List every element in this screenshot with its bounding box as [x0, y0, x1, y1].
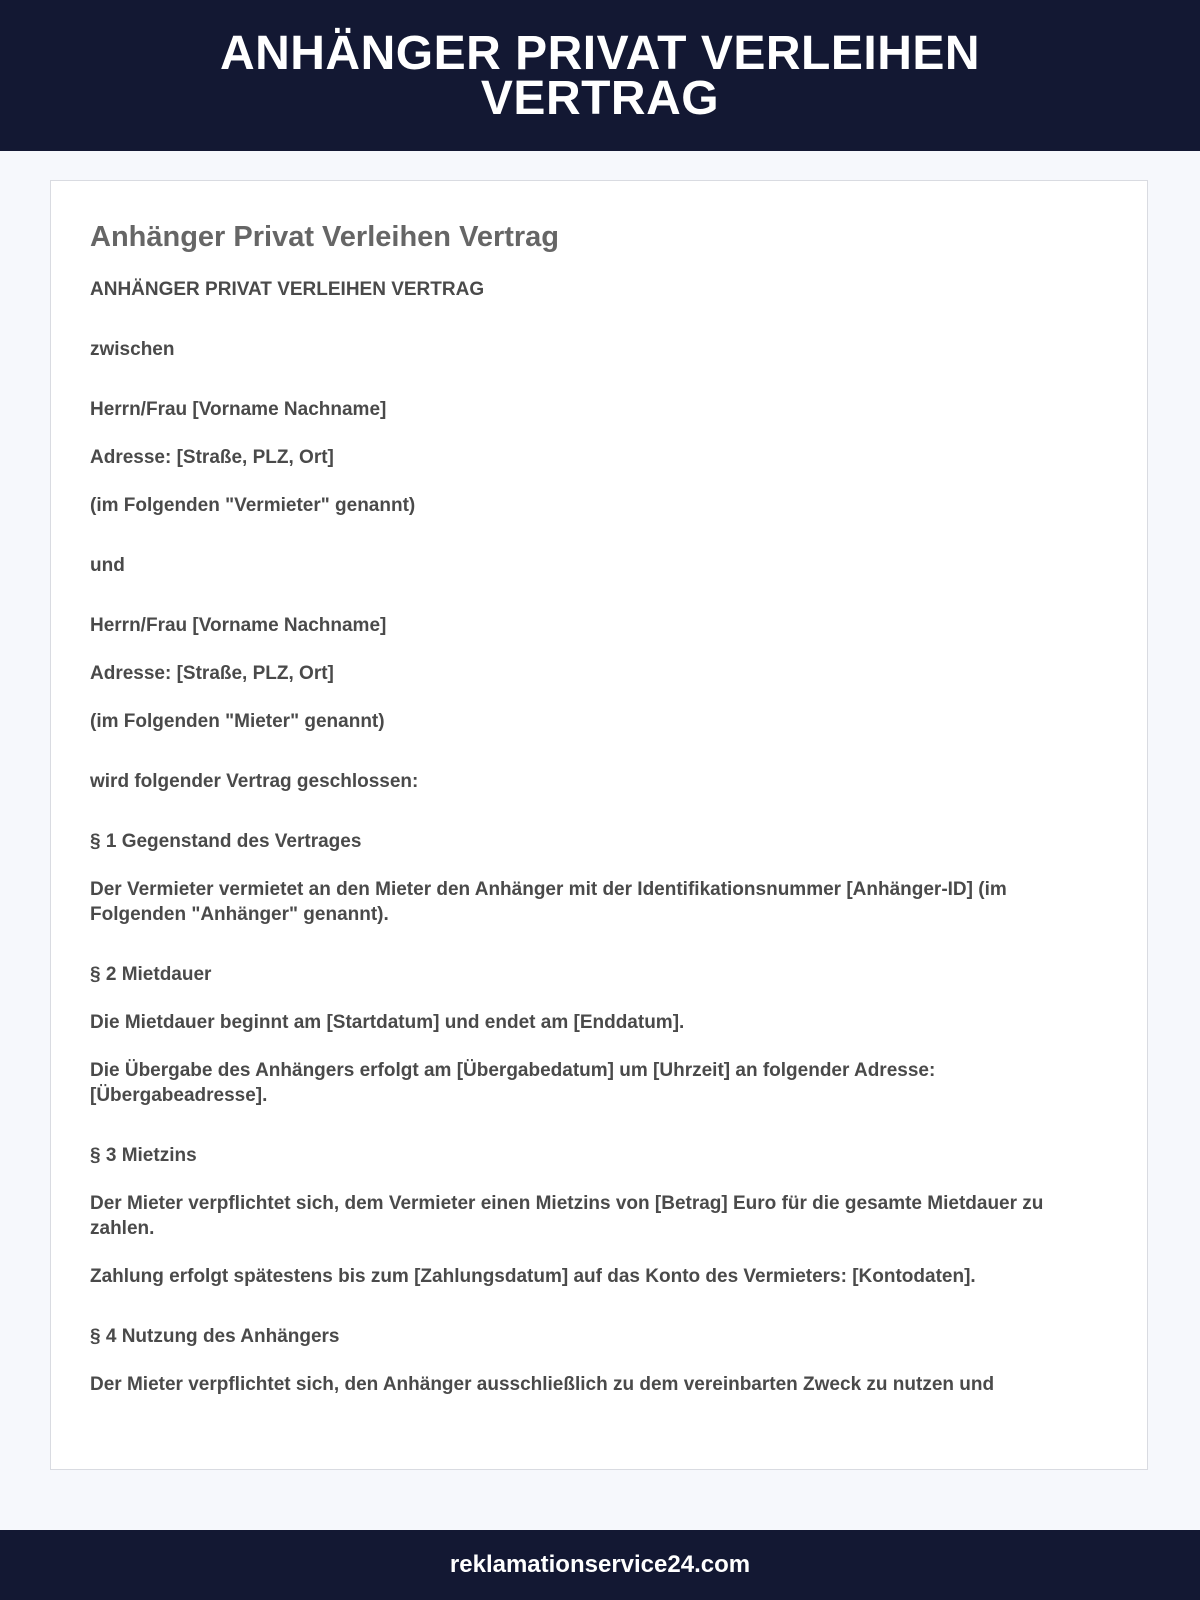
document-body: [90, 277, 1090, 1397]
between-label: zwischen: [90, 339, 175, 360]
section-1-heading: § 1 Gegenstand des Vertrages: [90, 831, 362, 852]
site-footer: [0, 1530, 1200, 1600]
section-2-text-1: Die Mietdauer beginnt am [Startdatum] und endet am [Enddatum].: [90, 1012, 685, 1033]
tenant-designation: (im Folgenden "Mieter" genannt): [90, 711, 385, 732]
section-2-heading: § 2 Mietdauer: [90, 964, 212, 985]
page-title: ANHÄNGER PRIVAT VERLEIHEN VERTRAG: [219, 26, 981, 125]
document-card: [50, 180, 1148, 1470]
tenant-address: Adresse: [Straße, PLZ, Ort]: [90, 663, 334, 684]
site-header: [0, 0, 1200, 151]
section-4-heading: § 4 Nutzung des Anhängers: [90, 1326, 340, 1347]
section-3-heading: § 3 Mietzins: [90, 1145, 197, 1166]
section-3-text-1: Der Mieter verpflichtet sich, dem Vermieter einen Mietzins von [Betrag] Euro für die gesamte Mietdauer zu zahlen.: [90, 1193, 1044, 1239]
landlord-name: Herrn/Frau [Vorname Nachname]: [90, 399, 387, 420]
tenant-name: Herrn/Frau [Vorname Nachname]: [90, 615, 387, 636]
footer-site-link[interactable]: reklamationservice24.com: [449, 1551, 751, 1578]
document-heading: Anhänger Privat Verleihen Vertrag: [90, 221, 560, 253]
landlord-designation: (im Folgenden "Vermieter" genannt): [90, 495, 416, 516]
section-2-text-2: Die Übergabe des Anhängers erfolgt am [Übergabedatum] um [Uhrzeit] an folgender Adresse: [Übergabeadresse].: [90, 1060, 936, 1106]
section-1-text: Der Vermieter vermietet an den Mieter den Anhänger mit der Identifikationsnummer [Anhänger-ID] (im Folgenden "Anhänger" genannt).: [90, 879, 1007, 925]
contract-title: ANHÄNGER PRIVAT VERLEIHEN VERTRAG: [90, 279, 485, 300]
landlord-address: Adresse: [Straße, PLZ, Ort]: [90, 447, 334, 468]
document-content: [90, 221, 1090, 1397]
and-label: und: [90, 555, 125, 576]
section-3-text-2: Zahlung erfolgt spätestens bis zum [Zahlungsdatum] auf das Konto des Vermieters: [Kontodaten].: [90, 1266, 976, 1287]
section-4-text: Der Mieter verpflichtet sich, den Anhänger ausschließlich zu dem vereinbarten Zweck zu nutzen und: [90, 1374, 995, 1395]
contract-intro: wird folgender Vertrag geschlossen:: [90, 771, 419, 792]
